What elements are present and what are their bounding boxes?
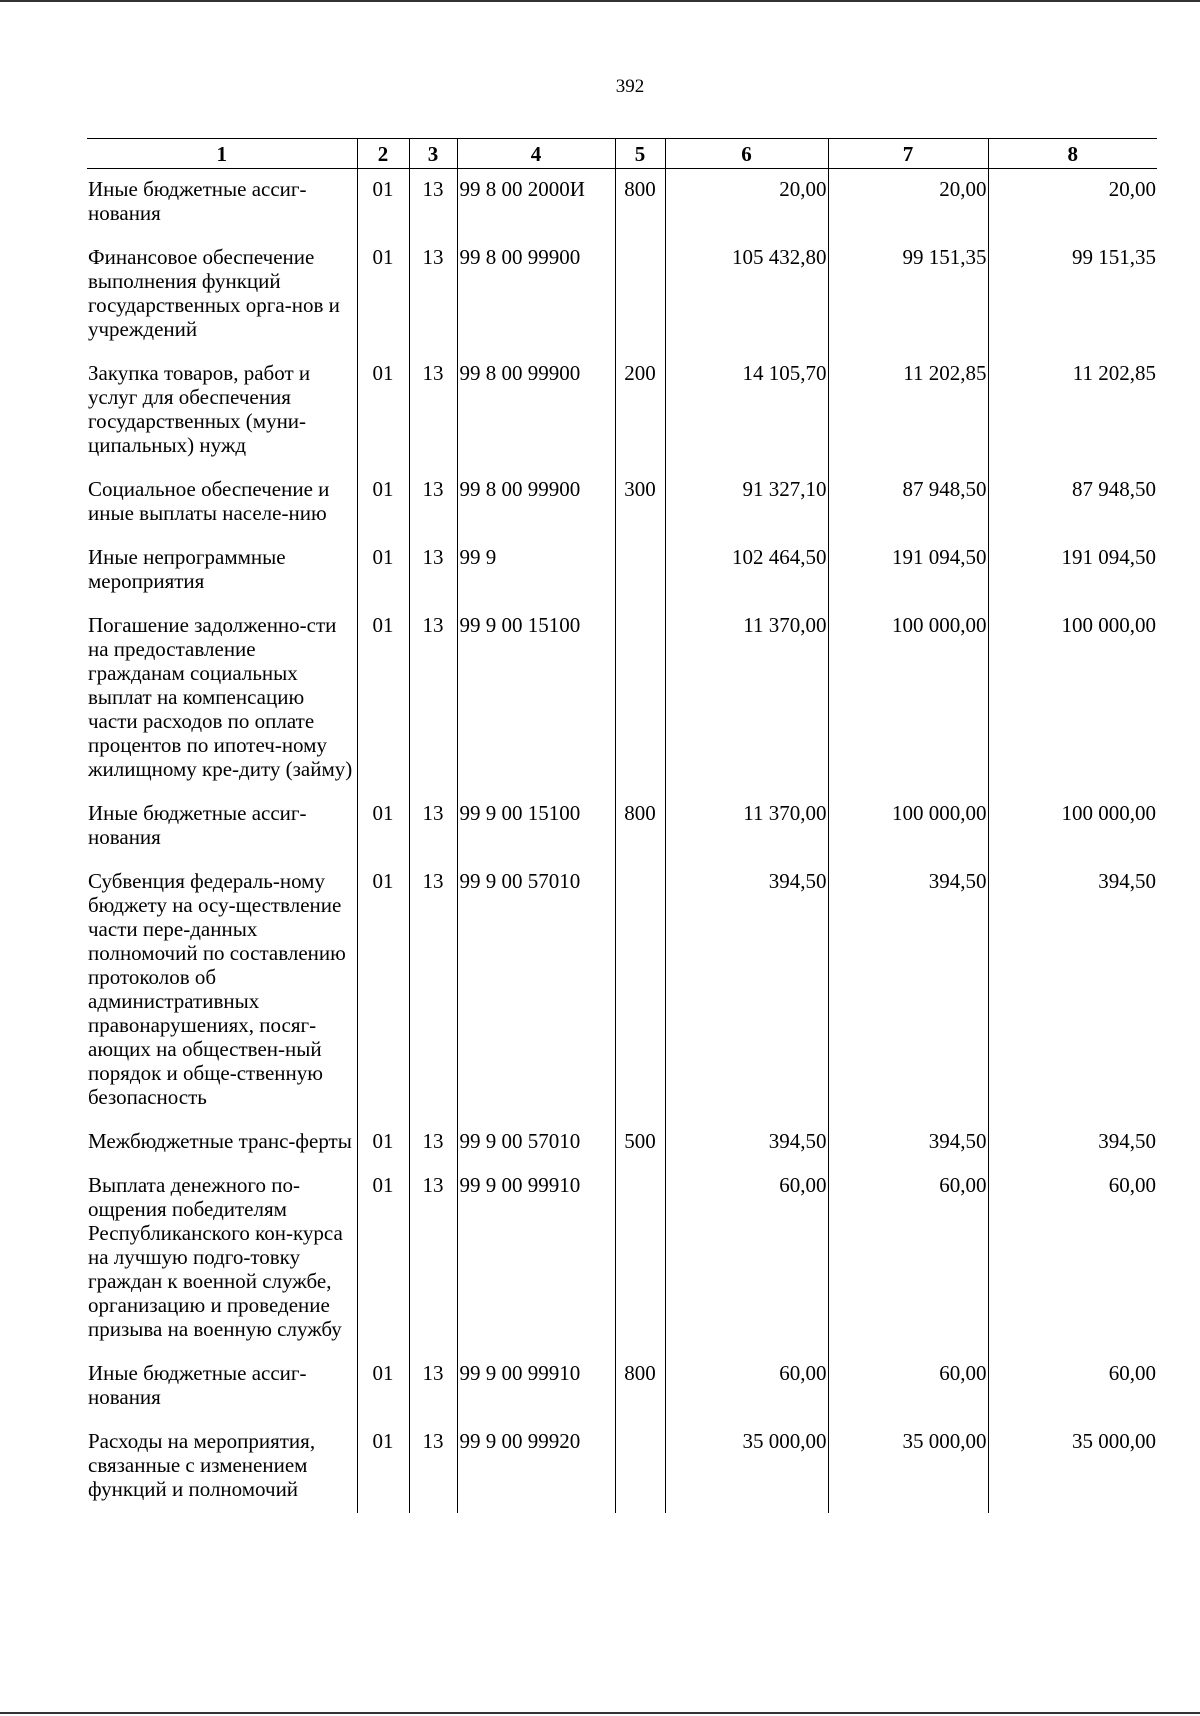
table-row xyxy=(87,861,1157,1121)
row-target-code: 99 9 00 99910 xyxy=(457,1353,615,1421)
row-section: 01 xyxy=(357,1165,409,1353)
row-amount-8: 100 000,00 xyxy=(988,793,1157,861)
row-amount-7: 11 202,85 xyxy=(828,353,988,469)
row-target-code: 99 9 00 57010 xyxy=(457,861,615,1121)
row-section: 01 xyxy=(357,353,409,469)
row-subsection: 13 xyxy=(409,353,457,469)
row-expense-type: 800 xyxy=(615,1353,665,1421)
row-section: 01 xyxy=(357,537,409,605)
row-amount-6: 11 370,00 xyxy=(665,793,828,861)
row-amount-7: 99 151,35 xyxy=(828,237,988,353)
row-expense-type xyxy=(615,861,665,1121)
row-section: 01 xyxy=(357,1421,409,1513)
table-row xyxy=(87,793,1157,861)
row-amount-8: 20,00 xyxy=(988,169,1157,238)
row-name: Социальное обеспечение и иные выплаты населе-нию xyxy=(88,477,330,525)
row-expense-type: 800 xyxy=(615,169,665,238)
header-col-1: 1 xyxy=(87,139,357,169)
row-amount-8: 100 000,00 xyxy=(988,605,1157,793)
row-subsection: 13 xyxy=(409,793,457,861)
row-name: Погашение задолженно-сти на предоставление гражданам социальных выплат на компенсацию части расходов по оплате процентов по ипотеч-ному жилищному кре-диту (займу) xyxy=(88,613,353,781)
row-amount-8: 11 202,85 xyxy=(988,353,1157,469)
row-amount-8: 60,00 xyxy=(988,1353,1157,1421)
row-amount-8: 191 094,50 xyxy=(988,537,1157,605)
table-row xyxy=(87,605,1157,793)
table-row xyxy=(87,469,1157,537)
row-subsection: 13 xyxy=(409,537,457,605)
header-col-6: 6 xyxy=(665,139,828,169)
row-amount-6: 102 464,50 xyxy=(665,537,828,605)
row-expense-type: 800 xyxy=(615,793,665,861)
row-amount-7: 100 000,00 xyxy=(828,605,988,793)
row-subsection: 13 xyxy=(409,237,457,353)
header-col-7: 7 xyxy=(828,139,988,169)
table-row xyxy=(87,1353,1157,1421)
row-section: 01 xyxy=(357,237,409,353)
row-expense-type xyxy=(615,605,665,793)
row-name: Иные непрограммные мероприятия xyxy=(88,545,286,593)
row-amount-8: 394,50 xyxy=(988,861,1157,1121)
header-col-8: 8 xyxy=(988,139,1157,169)
row-amount-7: 35 000,00 xyxy=(828,1421,988,1513)
row-name: Иные бюджетные ассиг-нования xyxy=(88,801,307,849)
row-name: Финансовое обеспечение выполнения функций государственных орга-нов и учреждений xyxy=(88,245,340,341)
page-number: 392 xyxy=(615,76,645,97)
table-row xyxy=(87,237,1157,353)
row-target-code: 99 9 xyxy=(457,537,615,605)
row-section: 01 xyxy=(357,861,409,1121)
budget-table xyxy=(87,138,1157,1513)
row-amount-7: 394,50 xyxy=(828,861,988,1121)
row-name: Иные бюджетные ассиг-нования xyxy=(88,1361,307,1409)
row-section: 01 xyxy=(357,605,409,793)
row-amount-7: 394,50 xyxy=(828,1121,988,1165)
row-amount-6: 14 105,70 xyxy=(665,353,828,469)
row-amount-6: 11 370,00 xyxy=(665,605,828,793)
row-section: 01 xyxy=(357,469,409,537)
row-target-code: 99 8 00 2000И xyxy=(457,169,615,238)
row-subsection: 13 xyxy=(409,1421,457,1513)
row-target-code: 99 9 00 99910 xyxy=(457,1165,615,1353)
row-amount-6: 60,00 xyxy=(665,1165,828,1353)
table-row xyxy=(87,537,1157,605)
row-name: Иные бюджетные ассиг-нования xyxy=(88,177,307,225)
row-target-code: 99 8 00 99900 xyxy=(457,237,615,353)
row-expense-type: 200 xyxy=(615,353,665,469)
row-subsection: 13 xyxy=(409,169,457,238)
row-target-code: 99 8 00 99900 xyxy=(457,469,615,537)
table-row xyxy=(87,1165,1157,1353)
row-target-code: 99 9 00 99920 xyxy=(457,1421,615,1513)
row-amount-6: 60,00 xyxy=(665,1353,828,1421)
row-target-code: 99 9 00 15100 xyxy=(457,793,615,861)
row-target-code: 99 8 00 99900 xyxy=(457,353,615,469)
row-section: 01 xyxy=(357,1121,409,1165)
header-col-4: 4 xyxy=(457,139,615,169)
row-expense-type: 300 xyxy=(615,469,665,537)
row-name: Расходы на мероприятия, связанные с изменением функций и полномочий xyxy=(88,1429,316,1501)
row-amount-8: 99 151,35 xyxy=(988,237,1157,353)
top-border-line xyxy=(0,0,1200,2)
row-amount-7: 20,00 xyxy=(828,169,988,238)
row-subsection: 13 xyxy=(409,861,457,1121)
table-row xyxy=(87,353,1157,469)
row-section: 01 xyxy=(357,1353,409,1421)
header-col-3: 3 xyxy=(409,139,457,169)
row-amount-6: 394,50 xyxy=(665,861,828,1121)
row-amount-6: 394,50 xyxy=(665,1121,828,1165)
row-amount-7: 87 948,50 xyxy=(828,469,988,537)
row-expense-type: 500 xyxy=(615,1121,665,1165)
row-amount-8: 394,50 xyxy=(988,1121,1157,1165)
row-expense-type xyxy=(615,537,665,605)
table-header-row xyxy=(87,139,1157,169)
row-amount-8: 87 948,50 xyxy=(988,469,1157,537)
row-amount-7: 100 000,00 xyxy=(828,793,988,861)
table-row xyxy=(87,1421,1157,1513)
table-row xyxy=(87,1121,1157,1165)
row-amount-6: 20,00 xyxy=(665,169,828,238)
bottom-border-line xyxy=(0,1712,1200,1714)
row-name: Субвенция федераль-ному бюджету на осу-ществление части пере-данных полномочий по составлению протоколов об административных правонарушениях, посяг-ающих на обществен-ный порядок и обще-ственную безопасность xyxy=(88,869,346,1109)
row-amount-7: 60,00 xyxy=(828,1165,988,1353)
row-expense-type xyxy=(615,1165,665,1353)
row-section: 01 xyxy=(357,169,409,238)
row-expense-type xyxy=(615,1421,665,1513)
row-target-code: 99 9 00 15100 xyxy=(457,605,615,793)
row-amount-8: 60,00 xyxy=(988,1165,1157,1353)
row-amount-6: 105 432,80 xyxy=(665,237,828,353)
row-name: Выплата денежного по-ощрения победителям Республиканского кон-курса на лучшую подго-товку граждан к военной службе, организацию и проведение призыва на военную службу xyxy=(88,1173,343,1341)
row-subsection: 13 xyxy=(409,605,457,793)
row-amount-8: 35 000,00 xyxy=(988,1421,1157,1513)
table-row xyxy=(87,169,1157,238)
row-name: Закупка товаров, работ и услуг для обеспечения государственных (муни-ципальных) нужд xyxy=(88,361,311,457)
row-amount-6: 35 000,00 xyxy=(665,1421,828,1513)
row-amount-7: 191 094,50 xyxy=(828,537,988,605)
row-amount-6: 91 327,10 xyxy=(665,469,828,537)
row-expense-type xyxy=(615,237,665,353)
row-amount-7: 60,00 xyxy=(828,1353,988,1421)
header-col-2: 2 xyxy=(357,139,409,169)
row-subsection: 13 xyxy=(409,1165,457,1353)
row-target-code: 99 9 00 57010 xyxy=(457,1121,615,1165)
row-name: Межбюджетные транс-ферты xyxy=(88,1129,352,1153)
row-subsection: 13 xyxy=(409,469,457,537)
row-subsection: 13 xyxy=(409,1121,457,1165)
row-section: 01 xyxy=(357,793,409,861)
header-col-5: 5 xyxy=(615,139,665,169)
row-subsection: 13 xyxy=(409,1353,457,1421)
